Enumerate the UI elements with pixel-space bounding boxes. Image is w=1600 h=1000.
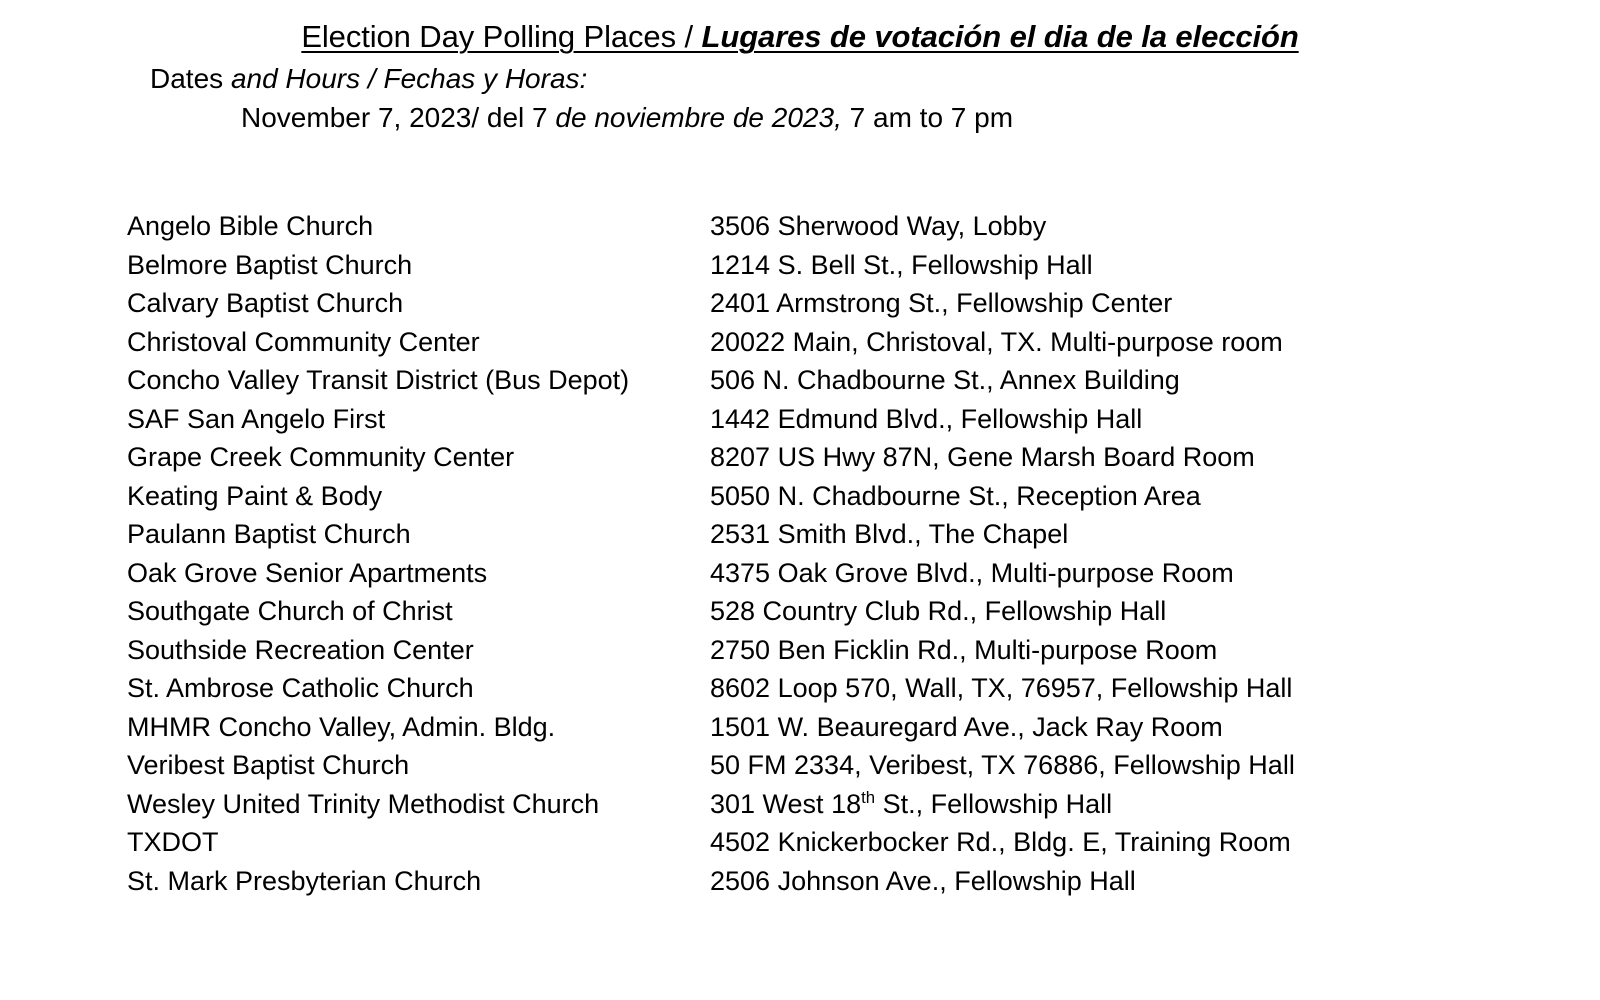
polling-place-name: Calvary Baptist Church (127, 288, 404, 318)
table-row (127, 207, 1547, 246)
date-value-spanish: de noviembre de 2023, (555, 102, 842, 133)
page-title-underlined-text (301, 19, 1298, 54)
polling-place-address: 20022 Main, Christoval, TX. Multi-purpose room (710, 326, 1283, 357)
polling-place-address: 2506 Johnson Ave., Fellowship Hall (710, 865, 1136, 896)
dates-label-plain: Dates (150, 63, 231, 94)
table-row (127, 361, 1547, 400)
address-ordinal-suffix: th (861, 787, 876, 807)
polling-place-name: Concho Valley Transit District (Bus Depot) (127, 365, 630, 395)
polling-place-address: 2401 Armstrong St., Fellowship Center (710, 288, 1173, 318)
table-row (127, 708, 1547, 747)
polling-place-address: 506 N. Chadbourne St., Annex Building (710, 365, 1180, 395)
polling-place-name: Keating Paint & Body (127, 480, 383, 511)
page-title-english: Election Day Polling Places / (301, 19, 702, 54)
table-row (127, 785, 1547, 824)
polling-place-address: 1214 S. Bell St., Fellowship Hall (710, 249, 1093, 280)
polling-place-address: 1442 Edmund Blvd., Fellowship Hall (710, 403, 1143, 434)
address-text-after: St., Fellowship Hall (875, 788, 1113, 819)
table-row (127, 400, 1547, 439)
table-row (127, 323, 1547, 362)
dates-and-hours-label (0, 61, 1600, 97)
table-row (127, 669, 1547, 708)
polling-place-address: 1501 W. Beauregard Ave., Jack Ray Room (710, 711, 1223, 742)
polling-place-name: Wesley United Trinity Methodist Church (127, 788, 600, 819)
polling-place-address: 2750 Ben Ficklin Rd., Multi-purpose Room (710, 634, 1218, 665)
table-row (127, 515, 1547, 554)
polling-place-address: 50 FM 2334, Veribest, TX 76886, Fellowship Hall (710, 750, 1295, 780)
polling-place-address: 4502 Knickerbocker Rd., Bldg. E, Training Room (710, 827, 1291, 857)
polling-place-name: Southgate Church of Christ (127, 596, 453, 626)
table-row (127, 438, 1547, 477)
polling-place-name: Christoval Community Center (127, 326, 480, 357)
table-row (127, 746, 1547, 785)
table-row (127, 477, 1547, 516)
table-row (127, 862, 1547, 901)
polling-place-name: Paulann Baptist Church (127, 519, 411, 549)
polling-place-address: 3506 Sherwood Way, Lobby (710, 211, 1047, 241)
polling-place-name: Veribest Baptist Church (127, 750, 410, 780)
polling-place-name: St. Ambrose Catholic Church (127, 673, 474, 703)
address-text-before: 301 West 18 (710, 788, 862, 819)
polling-place-name: Belmore Baptist Church (127, 249, 413, 280)
polling-place-name: Grape Creek Community Center (127, 442, 515, 472)
polling-place-address: 8207 US Hwy 87N, Gene Marsh Board Room (710, 442, 1255, 472)
table-row (127, 554, 1547, 593)
polling-place-name: St. Mark Presbyterian Church (127, 865, 482, 896)
polling-place-address (710, 785, 1547, 824)
date-and-hours-value (0, 100, 1600, 136)
polling-places-table (127, 207, 1547, 900)
table-row (127, 823, 1547, 862)
polling-place-address: 4375 Oak Grove Blvd., Multi-purpose Room (710, 557, 1234, 588)
polling-place-address: 5050 N. Chadbourne St., Reception Area (710, 480, 1201, 511)
polling-place-name: Oak Grove Senior Apartments (127, 557, 488, 588)
polling-place-name: SAF San Angelo First (127, 403, 386, 434)
date-value-english: November 7, 2023/ del 7 (241, 102, 556, 133)
polling-place-name: MHMR Concho Valley, Admin. Bldg. (127, 711, 556, 742)
polling-place-name: Angelo Bible Church (127, 211, 374, 241)
dates-label-italic: and Hours / Fechas y Horas: (230, 63, 588, 94)
table-row (127, 631, 1547, 670)
polling-place-address: 528 Country Club Rd., Fellowship Hall (710, 596, 1167, 626)
polling-place-address: 2531 Smith Blvd., The Chapel (710, 519, 1069, 549)
page-title-spanish: Lugares de votación el dia de la elección (701, 19, 1299, 54)
polling-place-address: 8602 Loop 570, Wall, TX, 76957, Fellowship Hall (710, 673, 1293, 703)
table-row (127, 284, 1547, 323)
date-value-hours: 7 am to 7 pm (841, 102, 1014, 133)
polling-place-name: Southside Recreation Center (127, 634, 474, 665)
polling-place-name: TXDOT (127, 827, 219, 857)
table-row (127, 246, 1547, 285)
page-title (0, 18, 1600, 56)
document-header (0, 18, 1600, 136)
polling-places-table-body (127, 207, 1547, 900)
table-row (127, 592, 1547, 631)
